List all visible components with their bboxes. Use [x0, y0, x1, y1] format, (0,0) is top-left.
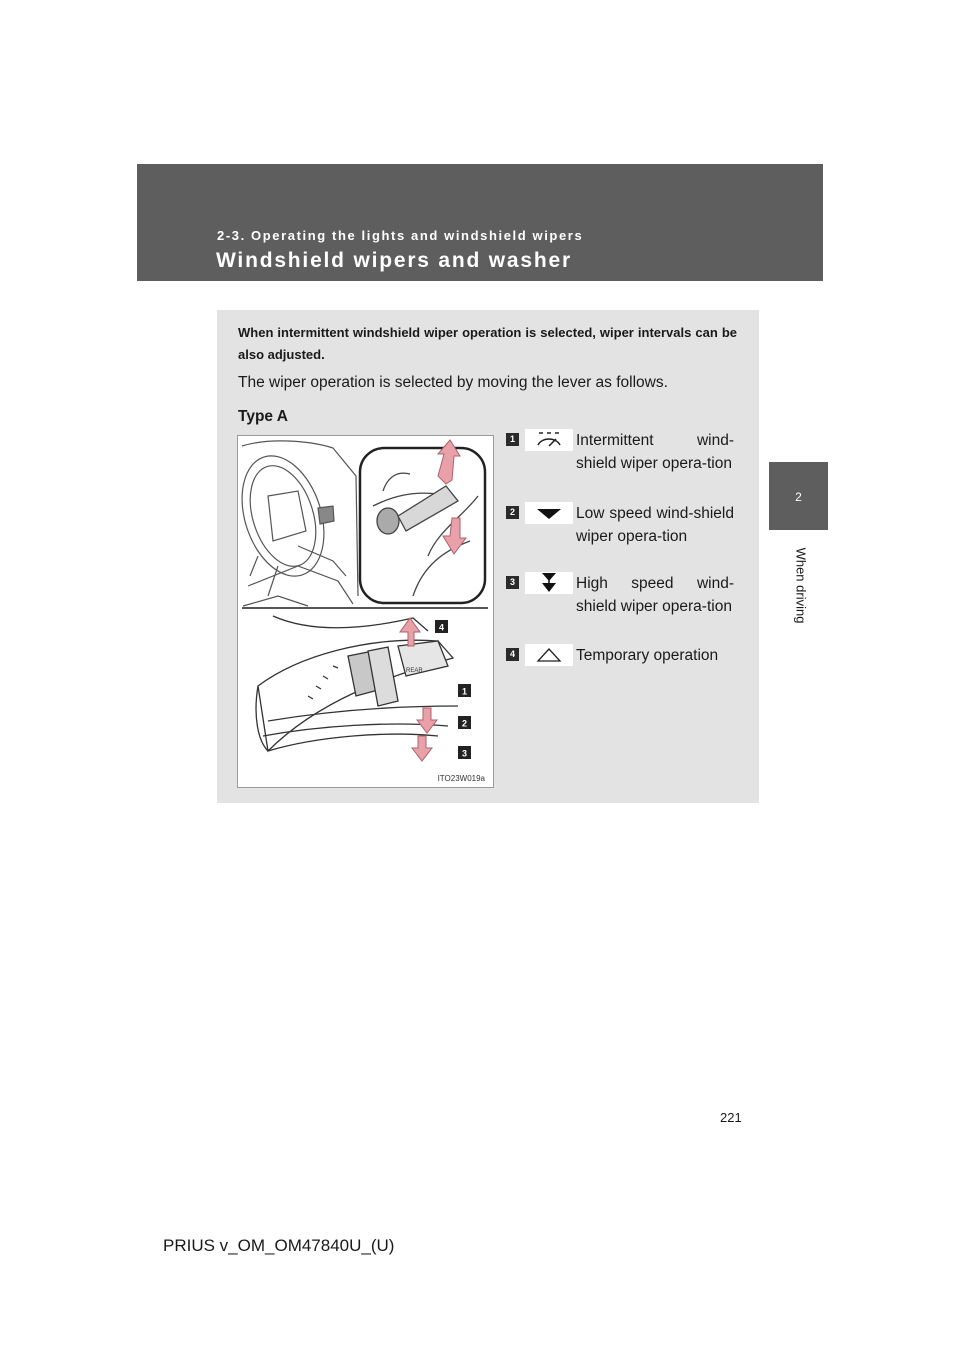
type-label: Type A [238, 408, 288, 425]
temporary-operation-arrow-icon [525, 644, 573, 666]
high-speed-double-arrow-icon [525, 572, 573, 594]
item-number: 1 [506, 433, 519, 446]
item-label: Low speed wind-shield wiper opera-tion [576, 505, 734, 545]
lead-text: The wiper operation is selected by moving the lever as follows. [238, 374, 668, 391]
item-number: 3 [506, 576, 519, 589]
item-label: Intermittent wind-shield wiper opera-tion [576, 432, 734, 472]
callout-3: 3 [461, 748, 468, 759]
page-title: Windshield wipers and washer [216, 249, 572, 272]
wiper-lever-drawing [238, 436, 493, 787]
callout-4: 4 [438, 622, 445, 633]
figure-caption: ITO23W019a [437, 774, 485, 783]
document-id: PRIUS v_OM_OM47840U_(U) [163, 1236, 395, 1255]
chapter-tab-label: When driving [793, 547, 809, 624]
item-number: 2 [506, 506, 519, 519]
page-number: 221 [720, 1110, 742, 1125]
wiper-lever-illustration [237, 435, 494, 788]
item-number: 4 [506, 648, 519, 661]
chapter-tab-label-wrap [790, 538, 810, 638]
intro-text: When intermittent windshield wiper operation is selected, wiper intervals can be also adjusted. [238, 325, 737, 362]
section-title: 2-3. Operating the lights and windshield wipers [217, 228, 584, 243]
chapter-tab[interactable] [769, 462, 828, 530]
item-label: High speed wind-shield wiper opera-tion [576, 575, 734, 615]
callout-2: 2 [461, 718, 468, 729]
low-speed-arrow-icon [525, 502, 573, 524]
chapter-tab-number: 2 [795, 490, 802, 504]
chapter-header [137, 164, 823, 281]
item-label: Temporary operation [576, 647, 719, 664]
rear-label: REAR [406, 668, 423, 674]
intermittent-wiper-icon [525, 429, 573, 451]
callout-1: 1 [461, 686, 468, 697]
info-panel [217, 310, 759, 803]
